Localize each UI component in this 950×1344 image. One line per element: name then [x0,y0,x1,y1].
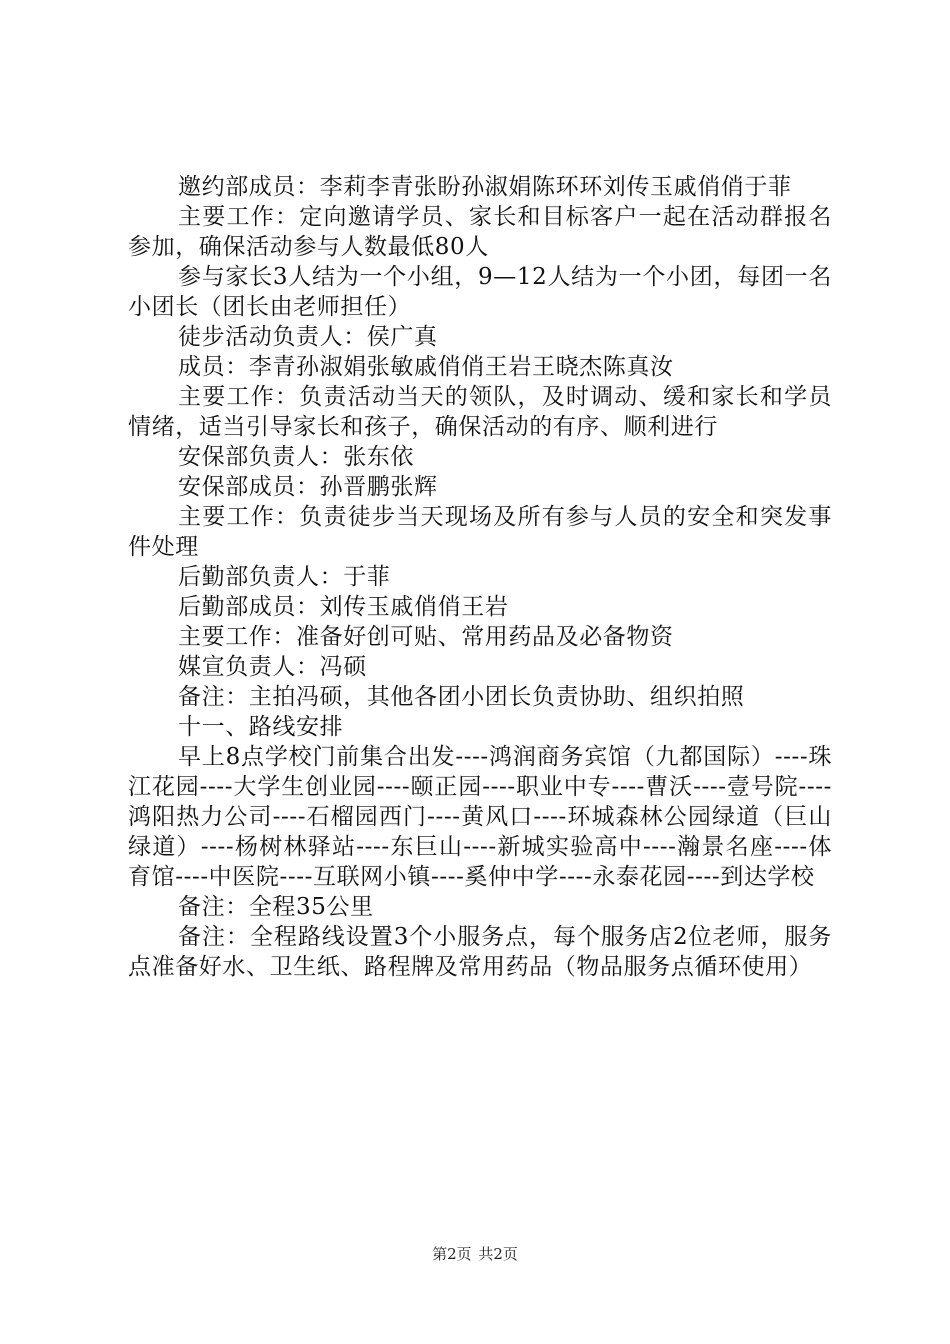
paragraph-service-note: 备注：全程路线设置3个小服务点，每个服务店2位老师，服务点准备好水、卫生纸、路程牌及常用药品（物品服务点循环使用） [128,924,832,980]
section-heading-route: 十一、路线安排 [178,714,344,740]
paragraph-hike-leader: 徒步活动负责人：侯广真 [178,324,438,350]
page-footer [0,1244,950,1264]
paragraph-media-note: 备注：主拍冯硕，其他各团小团长负责协助、组织拍照 [178,684,745,710]
paragraph-hike-members: 成员：李青孙淑娟张敏戚俏俏王岩王晓杰陈真汝 [178,354,674,380]
paragraph-grouping: 参与家长3人结为一个小组，9—12人结为一个小团，每团一名小团长（团长由老师担任） [128,264,832,320]
paragraph-security-duties: 主要工作：负责徒步当天现场及所有参与人员的安全和突发事件处理 [128,504,832,560]
paragraph-hike-duties: 主要工作：负责活动当天的领队，及时调动、缓和家长和学员情绪，适当引导家长和孩子，确保活动的有序、顺利进行 [128,384,832,440]
paragraph-logistics-leader: 后勤部负责人：于菲 [178,564,391,590]
paragraph-route: 早上8点学校门前集合出发----鸿润商务宾馆（九都国际）----珠江花园----大学生创业园----颐正园----职业中专----曹沃----壹号院----鸿阳热力公司----石榴园西门----黄风口----环城森林公园绿道（巨山绿道）----杨树林驿站----东巨山----新城实验高中----瀚景名座----体育馆----中医院----互联网小镇----奚仲中学----永泰花园----到达学校 [128,744,832,890]
paragraph-media-leader: 媒宣负责人：冯硕 [178,654,367,680]
document-body [128,172,832,982]
paragraph-security-leader: 安保部负责人：张东依 [178,444,414,470]
paragraph-logistics-duties: 主要工作：准备好创可贴、常用药品及必备物资 [178,624,674,650]
page-total: 共2页 [478,1245,518,1263]
paragraph-logistics-members: 后勤部成员：刘传玉戚俏俏王岩 [178,594,509,620]
paragraph-distance-note: 备注：全程35公里 [178,894,374,920]
paragraph-invite-duties: 主要工作：定向邀请学员、家长和目标客户一起在活动群报名参加，确保活动参与人数最低80人 [128,204,832,260]
paragraph-security-members: 安保部成员：孙晋鹏张辉 [178,474,438,500]
paragraph-invite-members: 邀约部成员：李莉李青张盼孙淑娟陈环环刘传玉戚俏俏于菲 [178,174,792,200]
page-number: 第2页 [432,1245,472,1263]
